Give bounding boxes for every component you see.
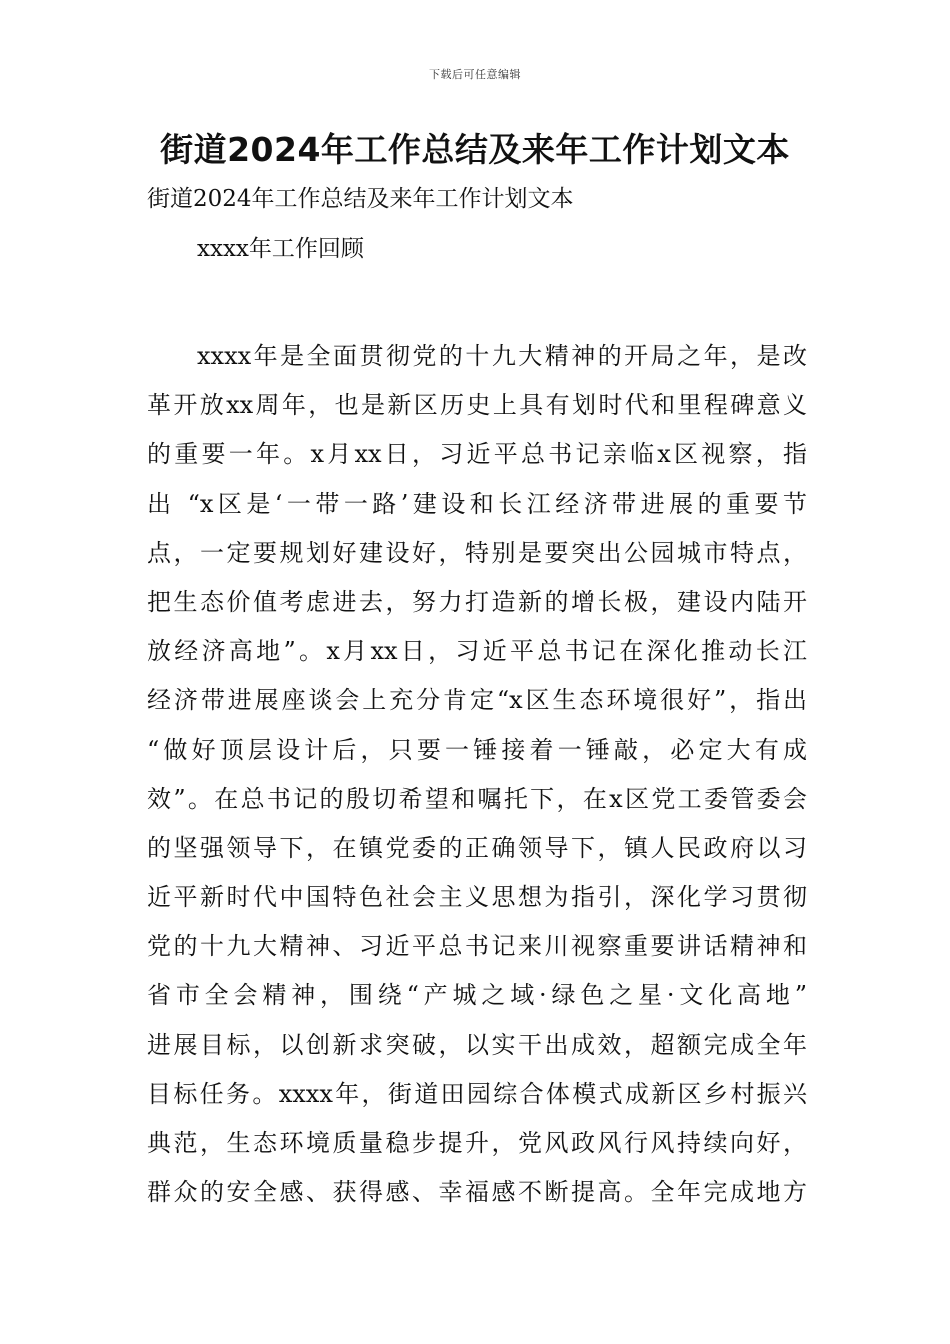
paragraph-line: xxxx年是全面贯彻党的十九大精神的开局之年，是改: [197, 342, 807, 370]
paragraph-line: 进展目标，以创新求突破，以实干出成效，超额完成全年: [147, 1030, 807, 1059]
paragraph-line: 群众的安全感、获得感、幸福感不断提高。全年完成地方: [147, 1178, 807, 1207]
paragraph-line: 放经济高地”。x月xx日，习近平总书记在深化推动长江: [147, 637, 807, 666]
paragraph-line: 革开放xx周年，也是新区历史上具有划时代和里程碑意义: [147, 391, 807, 420]
header-note: 下载后可任意编辑: [429, 68, 521, 81]
body-paragraph: [147, 332, 807, 1217]
paragraph-line: 的坚强领导下，在镇党委的正确领导下，镇人民政府以习: [147, 833, 807, 862]
paragraph-line: 出 “x区是‘一带一路’建设和长江经济带进展的重要节: [147, 489, 807, 518]
paragraph-line: 的重要一年。x月xx日，习近平总书记亲临x区视察，指: [147, 440, 807, 469]
paragraph-line: 近平新时代中国特色社会主义思想为指引，深化学习贯彻: [147, 883, 807, 912]
document-title: 街道2024年工作总结及来年工作计划文本: [160, 130, 790, 169]
paragraph-line: 目标任务。xxxx年，街道田园综合体模式成新区乡村振兴: [147, 1079, 807, 1108]
paragraph-line: “做好顶层设计后，只要一锤接着一锤敲，必定大有成: [147, 735, 807, 764]
paragraph-line: 效”。在总书记的殷切希望和嘱托下，在x区党工委管委会: [147, 784, 807, 813]
paragraph-line: 党的十九大精神、习近平总书记来川视察重要讲话精神和: [147, 932, 807, 961]
document-subtitle: 街道2024年工作总结及来年工作计划文本: [147, 186, 574, 212]
section-heading: xxxx年工作回顾: [197, 236, 364, 262]
paragraph-line: 经济带进展座谈会上充分肯定“x区生态环境很好”，指出: [147, 686, 807, 715]
paragraph-line: 把生态价值考虑进去，努力打造新的增长极，建设内陆开: [147, 587, 807, 616]
paragraph-line: 典范，生态环境质量稳步提升，党风政风行风持续向好，: [147, 1129, 807, 1157]
paragraph-line: 省市全会精神，围绕“产城之域·绿色之星·文化高地”: [147, 981, 807, 1010]
paragraph-line: 点，一定要规划好建设好，特别是要突出公园城市特点，: [147, 538, 807, 567]
